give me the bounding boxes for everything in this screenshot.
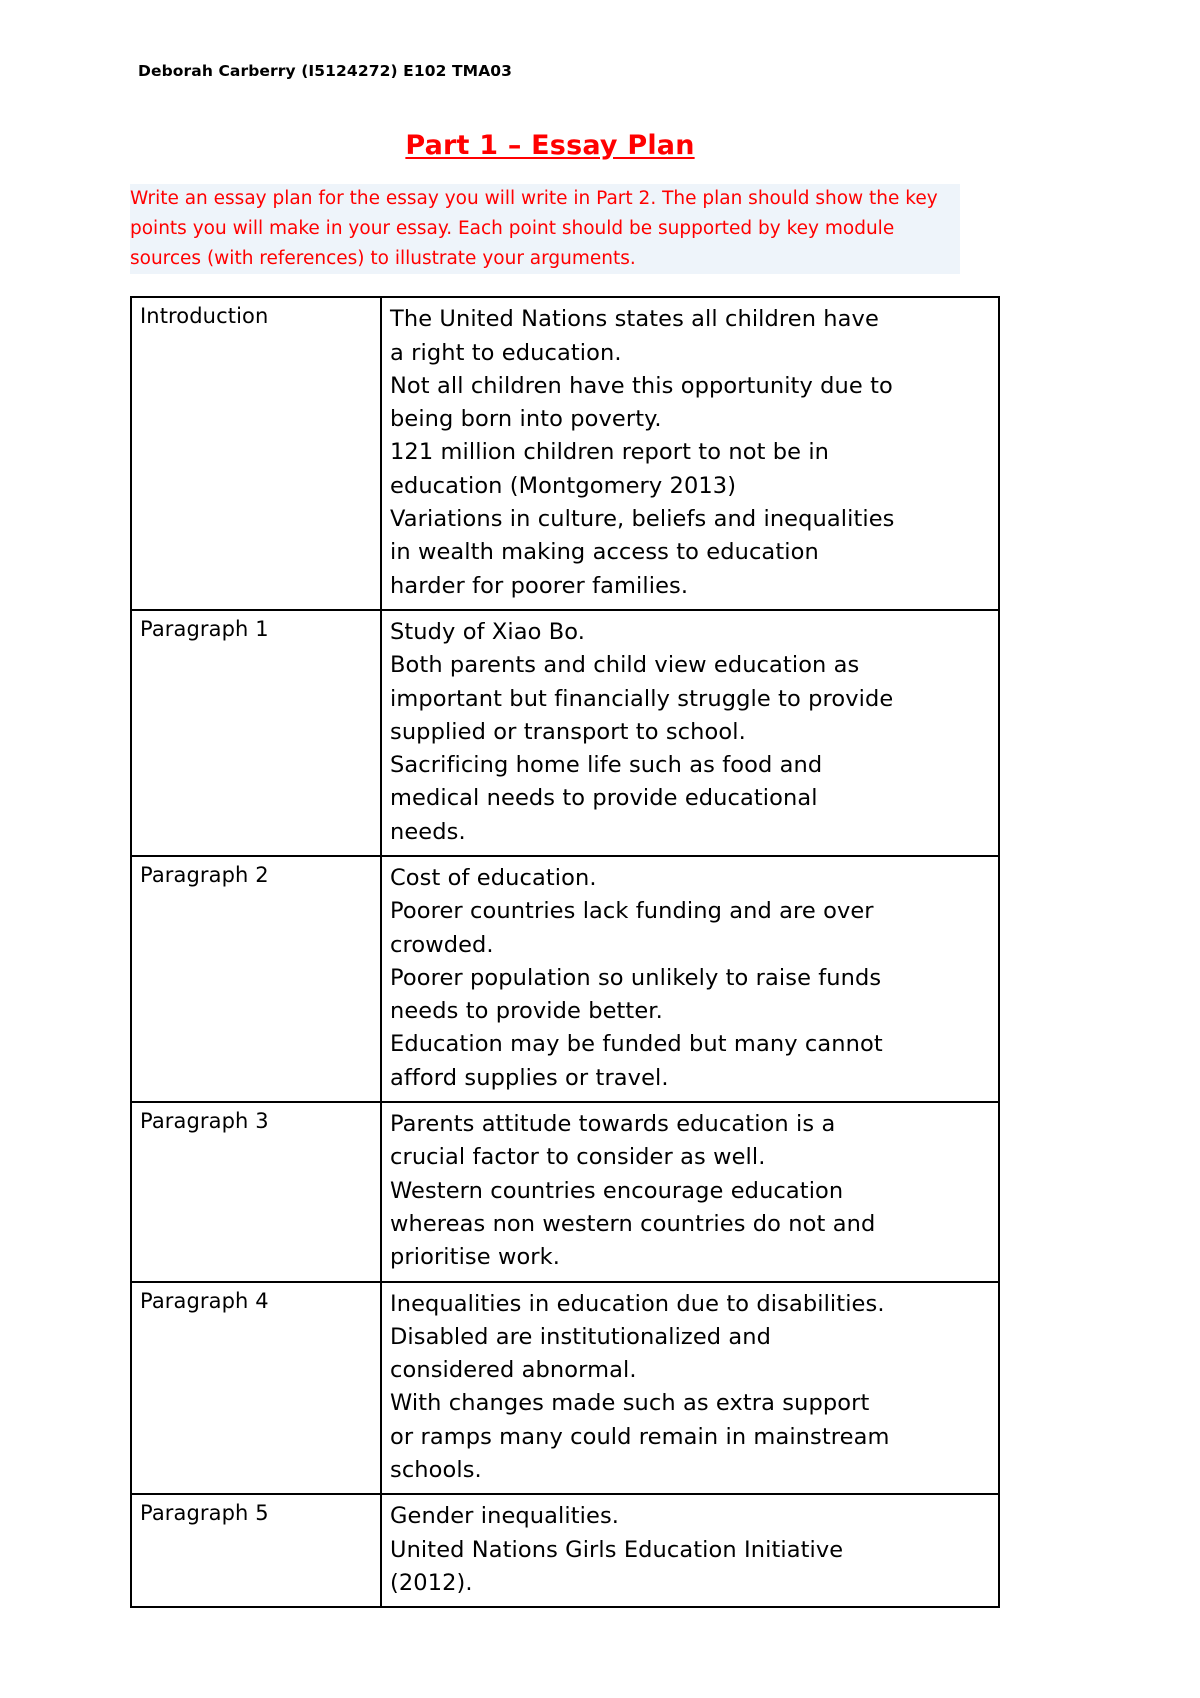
- row-content-line: medical needs to provide educational: [390, 785, 818, 812]
- row-content-line: crowded.: [390, 931, 494, 958]
- table-row: [131, 856, 999, 1102]
- row-content-cell: [381, 1282, 999, 1495]
- row-label-cell: Paragraph 4: [131, 1282, 381, 1495]
- row-label-cell: Paragraph 5: [131, 1494, 381, 1607]
- document-header-line: Deborah Carberry (I5124272) E102 TMA03: [138, 62, 513, 80]
- table-row: [131, 1102, 999, 1281]
- table-row: [131, 297, 999, 610]
- row-content-line: Study of Xiao Bo.: [390, 618, 585, 645]
- page-title-container: [130, 129, 970, 163]
- row-content-line: United Nations Girls Education Initiative: [390, 1536, 844, 1563]
- row-content-line: With changes made such as extra support: [390, 1390, 870, 1417]
- row-content-line: Western countries encourage education: [390, 1177, 844, 1204]
- row-content-line: Sacrificing home life such as food and: [390, 752, 823, 779]
- row-content-line: Inequalities in education due to disabilities.: [390, 1290, 885, 1317]
- row-content-line: in wealth making access to education: [390, 539, 819, 566]
- row-content-line: supplied or transport to school.: [390, 718, 746, 745]
- row-content-line: harder for poorer families.: [390, 572, 689, 599]
- row-content-line: or ramps many could remain in mainstream: [390, 1423, 890, 1450]
- page-content: [130, 62, 970, 1608]
- row-content-line: Parents attitude towards education is a: [390, 1111, 836, 1138]
- row-content-cell: [381, 610, 999, 856]
- row-content-line: The United Nations states all children have: [390, 306, 879, 333]
- task-instructions: Write an essay plan for the essay you will write in Part 2. The plan should show the key points you will make in your essay. Each point should be supported by key module sources (with references) to illustrate your arguments.: [130, 184, 960, 274]
- row-content-line: afford supplies or travel.: [390, 1064, 669, 1091]
- row-content-line: Variations in culture, beliefs and inequalities: [390, 506, 895, 533]
- row-label-cell: Paragraph 1: [131, 610, 381, 856]
- table-row: [131, 1282, 999, 1495]
- row-content-line: considered abnormal.: [390, 1357, 637, 1384]
- row-label-cell: Paragraph 2: [131, 856, 381, 1102]
- row-content-line: whereas non western countries do not and: [390, 1210, 876, 1237]
- row-content-line: (2012).: [390, 1569, 473, 1596]
- page-title: Part 1 – Essay Plan: [405, 129, 695, 161]
- row-content-line: being born into poverty.: [390, 406, 662, 433]
- row-label-cell: Introduction: [131, 297, 381, 610]
- row-content-cell: [381, 1102, 999, 1281]
- row-content-line: Both parents and child view education as: [390, 652, 860, 679]
- row-content-line: crucial factor to consider as well.: [390, 1144, 766, 1171]
- essay-plan-table: [130, 296, 1000, 1608]
- row-content-line: a right to education.: [390, 339, 622, 366]
- row-content-line: important but financially struggle to provide: [390, 685, 894, 712]
- row-content-cell: [381, 856, 999, 1102]
- row-content-line: Cost of education.: [390, 865, 597, 891]
- row-content-line: Disabled are institutionalized and: [390, 1323, 772, 1350]
- row-content-line: Poorer countries lack funding and are over: [390, 898, 874, 925]
- row-content-line: Education may be funded but many cannot: [390, 1031, 883, 1058]
- row-content-line: schools.: [390, 1457, 482, 1484]
- row-content-line: Poorer population so unlikely to raise funds: [390, 964, 882, 991]
- row-content-cell: [381, 1494, 999, 1607]
- table-row: [131, 610, 999, 856]
- row-content-cell: [381, 297, 999, 610]
- row-content-line: needs.: [390, 818, 466, 845]
- row-content-line: needs to provide better.: [390, 998, 663, 1025]
- table-row: [131, 1494, 999, 1607]
- row-content-line: Not all children have this opportunity due to: [390, 372, 893, 399]
- row-content-line: education (Montgomery 2013): [390, 472, 737, 499]
- row-label-cell: Paragraph 3: [131, 1102, 381, 1281]
- essay-plan-table-body: [131, 297, 999, 1607]
- row-content-line: Gender inequalities.: [390, 1503, 620, 1530]
- row-content-line: prioritise work.: [390, 1244, 561, 1271]
- row-content-line: 121 million children report to not be in: [390, 439, 830, 466]
